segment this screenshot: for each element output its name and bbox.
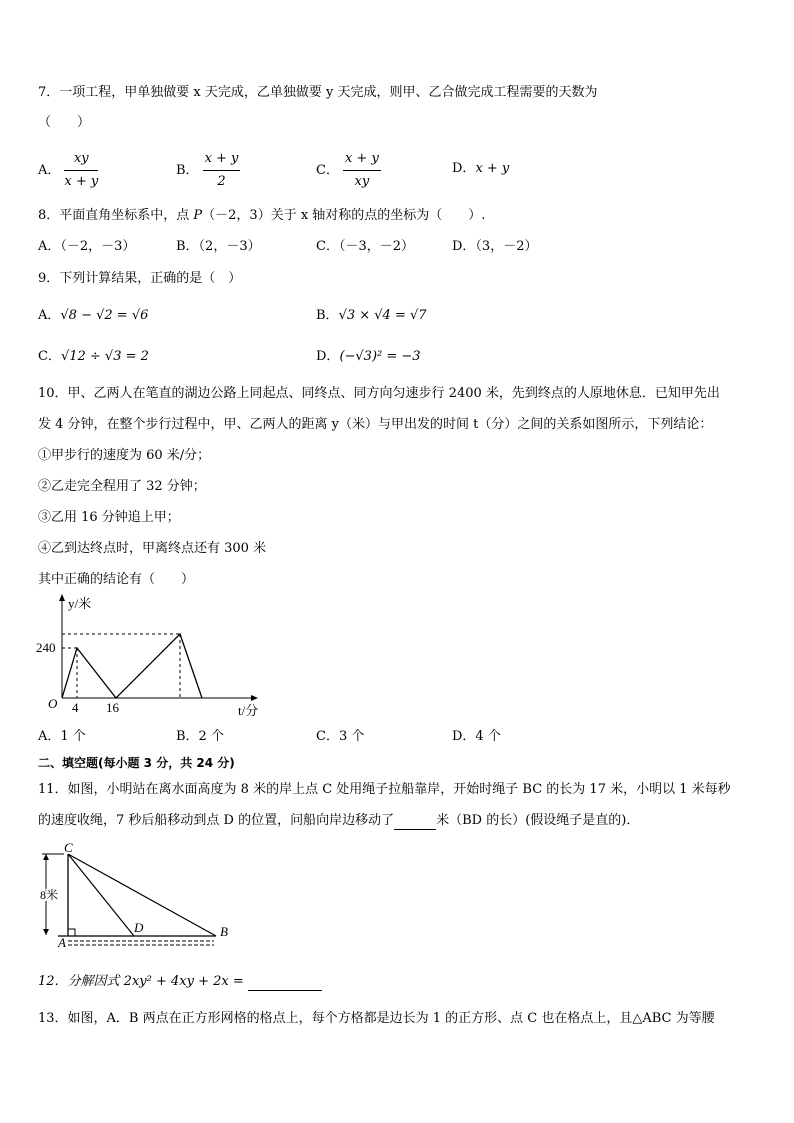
q7-option-c[interactable] (316, 150, 381, 191)
fraction: $\frac{x + y}{2}$ (204, 151, 239, 189)
q11-figure (38, 840, 238, 950)
q7-stem: 7．一项工程，甲单独做要 x 天完成，乙单独做要 y 天完成，则甲、乙合做完成工程需要的天数为 (38, 85, 598, 100)
q7-option-d[interactable] (452, 160, 509, 178)
label-C: C (64, 840, 73, 855)
q8-option-b[interactable]: B．（2，－3） (176, 239, 261, 254)
dim-arrow-bottom (43, 929, 49, 935)
q10-conclusion-2: ②乙走完全程用了 32 分钟； (38, 479, 206, 494)
x-tick-16: 16 (106, 700, 119, 715)
label-D: D (134, 920, 144, 935)
q13-stem: 13．如图，A．B 两点在正方形网格的格点上，每个方格都是边长为 1 的正方形、点 C 也在格点上，且△ABC 为等腰 (38, 1011, 715, 1026)
q7-option-a[interactable] (38, 150, 98, 191)
x-axis-arrow (251, 695, 258, 701)
dim-arrow-top (43, 854, 49, 860)
q11-stem-line2: 的速度收绳，7 秒后船移动到点 D 的位置，问船向岸边移动了 米（BD 的长）(假设绳子是直的)． (38, 813, 640, 828)
x-axis-label: t/分 (238, 703, 259, 718)
q8-option-a[interactable]: A．（－2，－3） (38, 239, 136, 254)
q10-conclusion-4: ④乙到达终点时，甲离终点还有 300 米 (38, 541, 267, 556)
fraction: $\frac{xy}{x + y}$ (64, 151, 99, 189)
q7-paren: （ ） (38, 115, 91, 130)
q8-stem: 8．平面直角坐标系中，点 P（－2，3）关于 x 轴对称的点的坐标为（ ）. (38, 208, 486, 223)
fraction: $\frac{x + y}{xy}$ (344, 151, 379, 189)
q10-stem-line2: 发 4 分钟，在整个步行过程中，甲、乙两人的距离 y（米）与甲出发的时间 t（分）之间的关系如图所示，下列结论： (38, 417, 713, 432)
q9-option-c[interactable]: C．√12 ÷ √3 = 2 (38, 349, 149, 364)
y-tick-label: 240 (36, 640, 56, 655)
q10-graph (30, 590, 270, 720)
q10-conclusion-3: ③乙用 16 分钟追上甲； (38, 510, 180, 525)
q10-option-b[interactable]: B．2 个 (176, 729, 224, 744)
q9-option-a[interactable]: A．√8 − √2 = √6 (38, 308, 149, 323)
q9-option-d[interactable]: D．(−√3)² = −3 (316, 349, 421, 364)
option-label: B． (176, 163, 199, 178)
q9-stem: 9．下列计算结果，正确的是（ ） (38, 271, 242, 286)
q12-answer-blank[interactable] (248, 976, 322, 991)
option-label: D． (452, 161, 476, 176)
q7-option-b[interactable] (176, 150, 240, 191)
label-B: B (220, 924, 228, 939)
q12-stem: 12．分解因式 2xy² + 4xy + 2x = (38, 973, 322, 991)
x-tick-4: 4 (72, 700, 79, 715)
q10-option-d[interactable]: D．4 个 (452, 729, 501, 744)
q8-option-d[interactable]: D．（3，－2） (452, 239, 538, 254)
option-expr: x + y (475, 161, 510, 176)
q10-stem-line1: 10．甲、乙两人在笔直的湖边公路上同起点、同终点、同方向匀速步行 2400 米，先到终点的人原地休息．已知甲先出 (38, 386, 720, 401)
q10-conclusion-1: ①甲步行的速度为 60 米/分； (38, 448, 211, 463)
right-angle-mark (68, 929, 75, 936)
section-heading: 二、填空题(每小题 3 分，共 24 分) (38, 756, 235, 770)
label-A: A (58, 935, 66, 950)
q10-option-a[interactable]: A．1 个 (38, 729, 86, 744)
q10-option-c[interactable]: C．3 个 (316, 729, 365, 744)
q10-ask: 其中正确的结论有（ ） (38, 572, 195, 587)
distance-line (62, 634, 202, 698)
q8-option-c[interactable]: C．（－3，－2） (316, 239, 414, 254)
origin-label: O (48, 696, 58, 711)
q9-option-b[interactable]: B．√3 × √4 = √7 (316, 308, 427, 323)
label-height: 8米 (40, 888, 59, 902)
y-axis-label: y/米 (68, 596, 92, 611)
y-axis-arrow (59, 594, 65, 601)
option-label: A． (38, 163, 61, 178)
q11-answer-blank[interactable] (394, 815, 436, 830)
option-label: C． (316, 163, 339, 178)
rope-CD (68, 854, 134, 936)
q11-stem-line1: 11．如图，小明站在离水面高度为 8 米的岸上点 C 处用绳子拉船靠岸，开始时绳子 BC 的长为 17 米，小明以 1 米每秒 (38, 782, 731, 797)
